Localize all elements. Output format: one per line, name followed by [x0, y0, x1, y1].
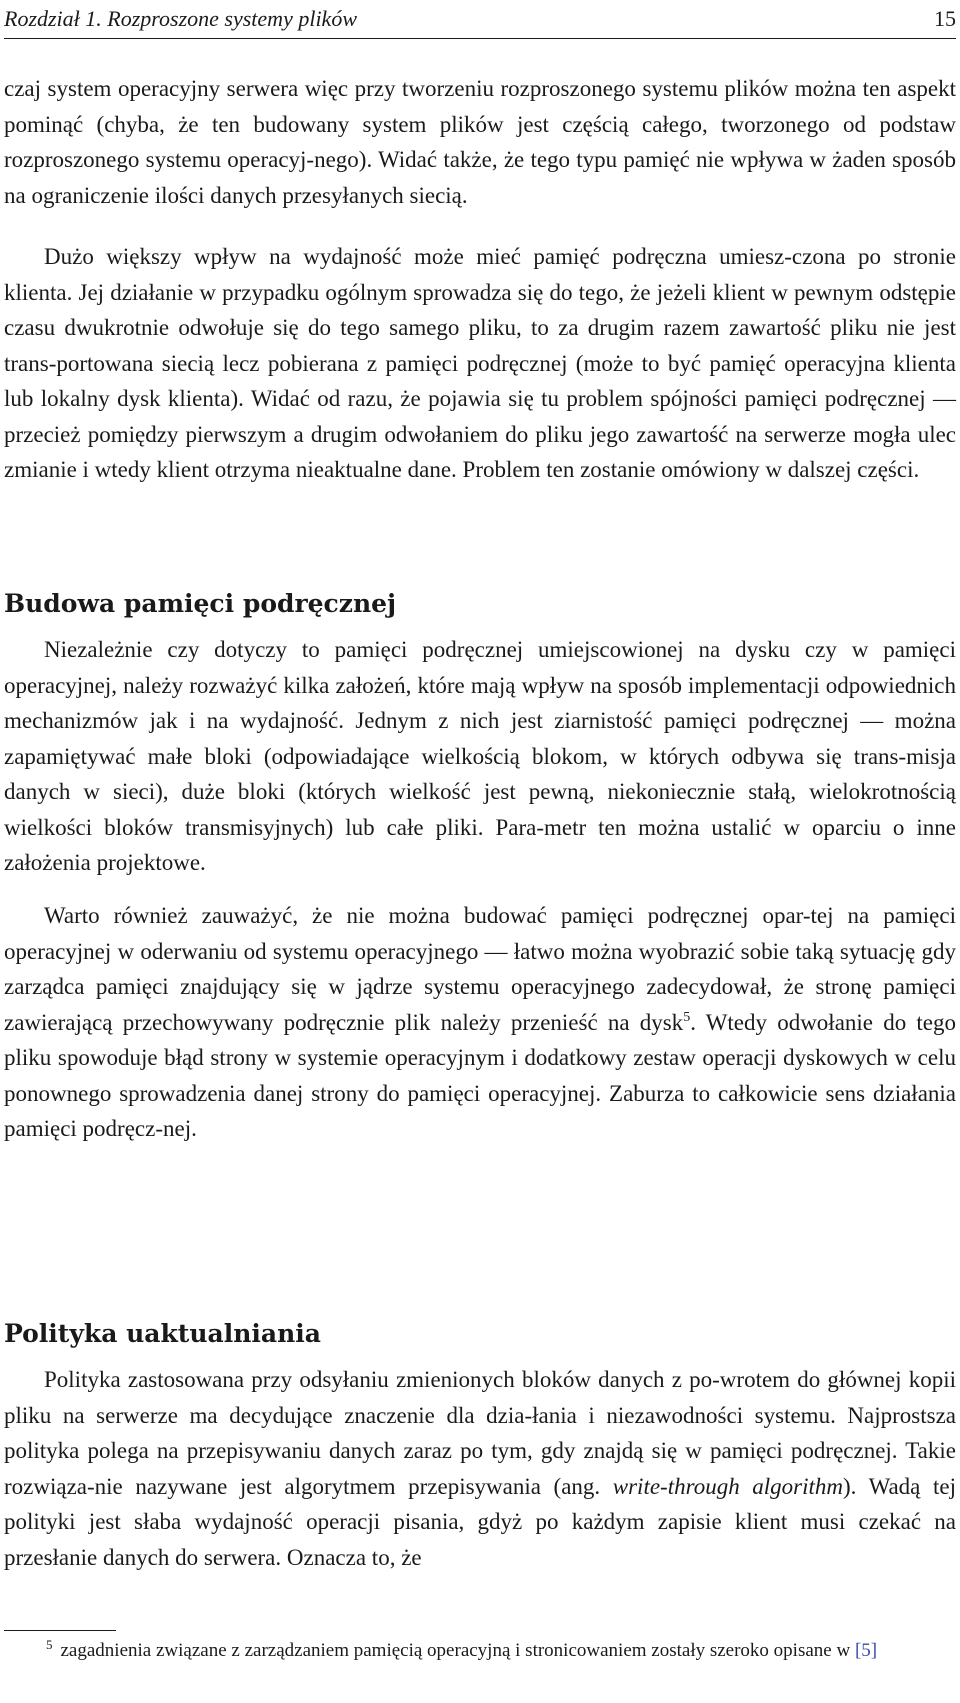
section-heading-update-policy: Polityka uaktualniania — [4, 1319, 321, 1348]
paragraph-text: . Wtedy odwołanie do tego pliku spowoduje błąd strony w systemie operacyjnym i dodatkowy zestaw operacji dyskowych w celu ponownego sprowadzenia danej strony do pamięci operacyjnej. Zaburza to całkowicie sens działania pamięci podręcz-nej. — [4, 1009, 956, 1141]
section-heading-cache-structure: Budowa pamięci podręcznej — [4, 589, 397, 618]
cache-structure-paragraph-2 — [4, 898, 956, 1147]
english-term: write-through algorithm — [612, 1473, 844, 1499]
header-rule — [4, 38, 956, 39]
update-policy-paragraph-1 — [4, 1362, 956, 1575]
paragraph-text: ). Wadą tej polityki jest słaba wydajność operacji pisania, gdyż po każdym zapisie klient musi czekać na przesłanie danych do serwera. Oznacza to, że — [4, 1473, 956, 1570]
citation-link[interactable]: [5] — [854, 1640, 878, 1661]
intro-paragraph-1: czaj system operacyjny serwera więc przy tworzeniu rozproszonego systemu plików można ten aspekt pominąć (chyba, że ten budowany system plików jest częścią całego, tworzonego od podstaw rozproszonego systemu operacyj-nego). Widać także, że tego typu pamięć nie wpływa w żaden sposób na ograniczenie ilości danych przesyłanych siecią. — [4, 76, 956, 208]
paragraph-text: Warto również zauważyć, że nie można budować pamięci podręcznej opar-tej na pamięci operacyjnej w oderwaniu od systemu operacyjnego — łatwo można wyobrazić sobie taką sytuację gdy zarządca pamięci znajdujący się w jądrze systemu operacyjnego zadecydował, że stronę pamięci zawierającą przechowywany podręcznie plik należy przenieść na dysk — [4, 903, 956, 1035]
cache-structure-paragraph-1: Niezależnie czy dotyczy to pamięci podręcznej umiejscowionej na dysku czy w pamięci operacyjnej, należy rozważyć kilka założeń, które mają wpływ na sposób implementacji odpowiednich mechanizmów jak i na wydajność. Jednym z nich jest ziarnistość pamięci podręcznej — można zapamiętywać małe bloki (odpowiadające wielkością blokom, w których odbywa się trans-misja danych w sieci), duże bloki (których wielkość jest pewną, niekoniecznie stałą, wielokrotnością wielkości bloków transmisyjnych) lub całe pliki. Para-metr ten można ustalić w oparciu o inne założenia projektowe. — [4, 637, 956, 875]
footnote-mark: 5 — [46, 1637, 53, 1652]
running-header — [4, 6, 956, 36]
chapter-title: Rozdział 1. Rozproszone systemy plików — [4, 6, 357, 31]
footnote-rule — [4, 1630, 116, 1631]
intro-paragraph-2: Dużo większy wpływ na wydajność może mieć pamięć podręczna umiesz-czona po stronie klienta. Jej działanie w przypadku ogólnym sprowadza się do tego, że jeżeli klient w pewnym odstępie czasu dwukrotnie odwołuje się do tego samego pliku, to za drugim razem zawartość pliku nie jest trans-portowana siecią lecz pobierana z pamięci podręcznej (może to być pamięć operacyjna klienta lub lokalny dysk klienta). Widać od razu, że pojawia się tu problem spójności pamięci podręcznej — przecież pomiędzy pierwszym a drugim odwołaniem do pliku jego zawartość na serwerze mogła ulec zmianie i wtedy klient otrzyma nieaktualne dane. Problem ten zostanie omówiony w dalszej części. — [4, 244, 956, 482]
footnote-text: zagadnienia związane z zarządzaniem pamięcią operacyjną i stronicowaniem zostały szeroko opisane w — [60, 1640, 855, 1661]
paragraph-text: Polityka zastosowana przy odsyłaniu zmienionych bloków danych z po-wrotem do głównej kopii pliku na serwerze ma decydujące znaczenie dla dzia-łania i niezawodności systemu. Najprostsza polityka polega na przepisywaniu danych zaraz po tym, gdy znajdą się w pamięci podręcznej. Takie rozwiąza-nie nazywane jest algorytmem przepisywania (ang. — [4, 1367, 956, 1499]
page-number: 15 — [934, 6, 956, 31]
footnote — [4, 1636, 956, 1666]
footnote-reference[interactable]: 5 — [683, 1009, 691, 1025]
